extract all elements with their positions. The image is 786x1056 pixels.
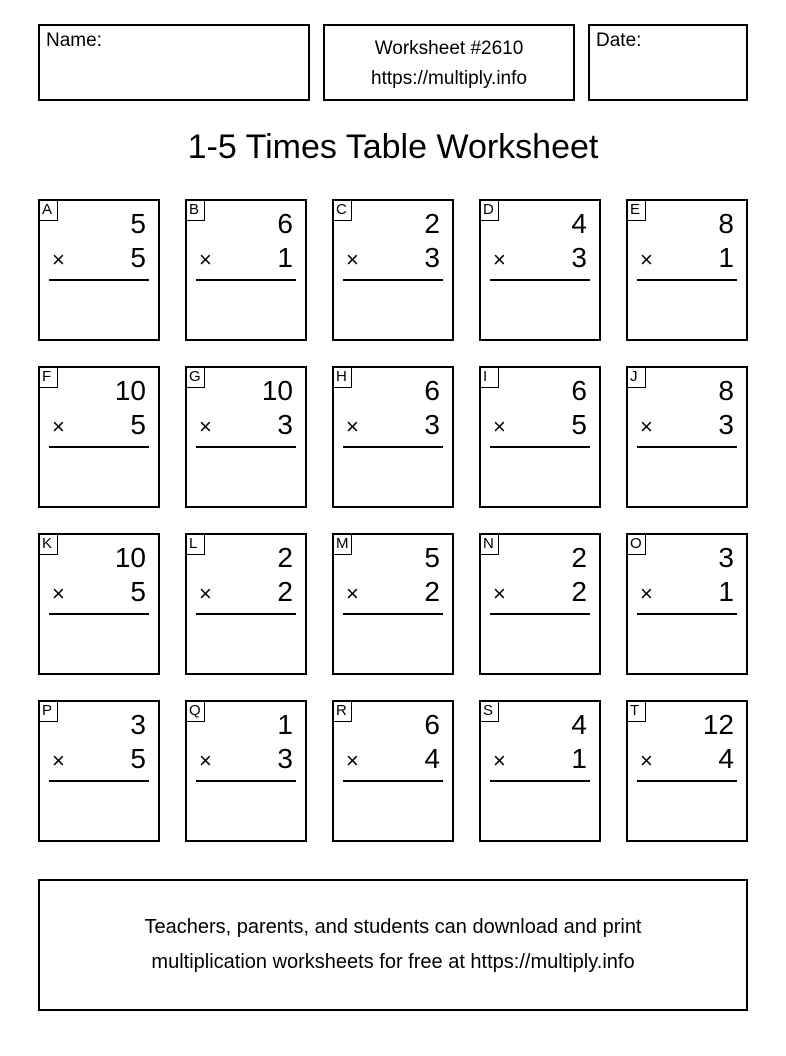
answer-line: [490, 446, 590, 448]
date-label: Date:: [596, 30, 642, 51]
answer-line: [637, 446, 737, 448]
name-label: Name:: [46, 30, 102, 51]
footer-line-2: multiplication worksheets for free at https://multiply.info: [151, 951, 635, 973]
multiplier: 5: [130, 576, 146, 607]
problem-letter: R: [332, 700, 352, 722]
worksheet-info-box: [323, 24, 575, 101]
answer-line: [343, 613, 443, 615]
times-sign: ×: [493, 748, 506, 773]
answer-line: [490, 279, 590, 281]
multiplicand: 3: [130, 709, 146, 740]
answer-line: [49, 446, 149, 448]
multiplicand: 5: [130, 208, 146, 239]
multiplier: 4: [424, 743, 440, 774]
multiplier: 3: [277, 409, 293, 440]
problem-card: [38, 366, 160, 508]
multiplier: 3: [277, 743, 293, 774]
times-sign: ×: [640, 247, 653, 272]
answer-line: [196, 279, 296, 281]
multiplicand: 10: [114, 542, 146, 573]
problem-letter: P: [38, 700, 58, 722]
answer-line: [196, 780, 296, 782]
times-sign: ×: [52, 581, 65, 606]
multiplier: 2: [277, 576, 293, 607]
times-sign: ×: [199, 247, 212, 272]
problem-letter: N: [479, 533, 499, 555]
multiplicand: 3: [718, 542, 734, 573]
problem-letter: A: [38, 199, 58, 221]
problem-letter: L: [185, 533, 205, 555]
problem-card: [185, 366, 307, 508]
multiplier: 4: [718, 743, 734, 774]
multiplicand: 12: [702, 709, 734, 740]
multiplier: 3: [424, 242, 440, 273]
problem-letter: S: [479, 700, 499, 722]
multiplicand: 10: [261, 375, 293, 406]
multiplicand: 8: [718, 375, 734, 406]
multiplicand: 2: [424, 208, 440, 239]
problem-letter: J: [626, 366, 646, 388]
multiplier: 1: [571, 743, 587, 774]
multiplicand: 5: [424, 542, 440, 573]
problem-letter: C: [332, 199, 352, 221]
problem-letter: T: [626, 700, 646, 722]
answer-line: [637, 613, 737, 615]
multiplier: 3: [718, 409, 734, 440]
multiplicand: 4: [571, 709, 587, 740]
times-sign: ×: [640, 748, 653, 773]
problem-card: [38, 700, 160, 842]
problem-letter: Q: [185, 700, 205, 722]
answer-line: [637, 780, 737, 782]
times-sign: ×: [493, 247, 506, 272]
problem-letter: O: [626, 533, 646, 555]
worksheet-url: https://multiply.info: [371, 68, 527, 89]
times-sign: ×: [493, 581, 506, 606]
multiplicand: 2: [277, 542, 293, 573]
multiplicand: 6: [571, 375, 587, 406]
footer-box: [38, 879, 748, 1011]
times-sign: ×: [493, 414, 506, 439]
times-sign: ×: [52, 414, 65, 439]
problem-letter: M: [332, 533, 352, 555]
times-sign: ×: [346, 247, 359, 272]
footer-line-1: Teachers, parents, and students can download and print: [144, 916, 642, 938]
problem-card: [626, 700, 748, 842]
multiplier: 1: [718, 576, 734, 607]
answer-line: [49, 279, 149, 281]
multiplicand: 4: [571, 208, 587, 239]
answer-line: [343, 780, 443, 782]
problem-letter: E: [626, 199, 646, 221]
problem-card: [185, 700, 307, 842]
problem-card: [626, 366, 748, 508]
answer-line: [196, 613, 296, 615]
worksheet-number: Worksheet #2610: [374, 38, 524, 59]
problem-card: [332, 366, 454, 508]
problem-card: [626, 199, 748, 341]
times-sign: ×: [346, 414, 359, 439]
times-sign: ×: [52, 748, 65, 773]
problem-letter: H: [332, 366, 352, 388]
multiplier: 3: [571, 242, 587, 273]
problem-card: [332, 199, 454, 341]
problem-letter: I: [479, 366, 499, 388]
multiplier: 2: [424, 576, 440, 607]
problem-card: [626, 533, 748, 675]
times-sign: ×: [346, 581, 359, 606]
problem-letter: G: [185, 366, 205, 388]
problem-letter: D: [479, 199, 499, 221]
times-sign: ×: [640, 414, 653, 439]
problem-letter: K: [38, 533, 58, 555]
multiplicand: 2: [571, 542, 587, 573]
page-title: 1-5 Times Table Worksheet: [187, 128, 599, 166]
times-sign: ×: [346, 748, 359, 773]
answer-line: [343, 446, 443, 448]
multiplier: 5: [130, 242, 146, 273]
answer-line: [637, 279, 737, 281]
answer-line: [196, 446, 296, 448]
problem-letter: B: [185, 199, 205, 221]
times-sign: ×: [199, 414, 212, 439]
multiplier: 3: [424, 409, 440, 440]
problem-letter: F: [38, 366, 58, 388]
multiplier: 5: [130, 409, 146, 440]
times-sign: ×: [52, 247, 65, 272]
multiplier: 5: [130, 743, 146, 774]
answer-line: [343, 279, 443, 281]
answer-line: [49, 613, 149, 615]
multiplicand: 6: [424, 375, 440, 406]
answer-line: [490, 780, 590, 782]
times-sign: ×: [199, 581, 212, 606]
problem-card: [479, 366, 601, 508]
problem-card: [38, 533, 160, 675]
multiplicand: 6: [277, 208, 293, 239]
problem-card: [479, 199, 601, 341]
problem-card: [479, 700, 601, 842]
multiplier: 1: [277, 242, 293, 273]
problem-card: [479, 533, 601, 675]
multiplicand: 1: [277, 709, 293, 740]
times-sign: ×: [199, 748, 212, 773]
multiplier: 5: [571, 409, 587, 440]
problem-card: [332, 700, 454, 842]
multiplicand: 10: [114, 375, 146, 406]
multiplicand: 8: [718, 208, 734, 239]
problem-card: [185, 533, 307, 675]
problem-card: [38, 199, 160, 341]
answer-line: [49, 780, 149, 782]
multiplicand: 6: [424, 709, 440, 740]
name-field-box: [38, 24, 310, 101]
multiplier: 2: [571, 576, 587, 607]
answer-line: [490, 613, 590, 615]
date-field-box: [588, 24, 748, 101]
times-sign: ×: [640, 581, 653, 606]
problem-card: [332, 533, 454, 675]
problem-card: [185, 199, 307, 341]
multiplier: 1: [718, 242, 734, 273]
